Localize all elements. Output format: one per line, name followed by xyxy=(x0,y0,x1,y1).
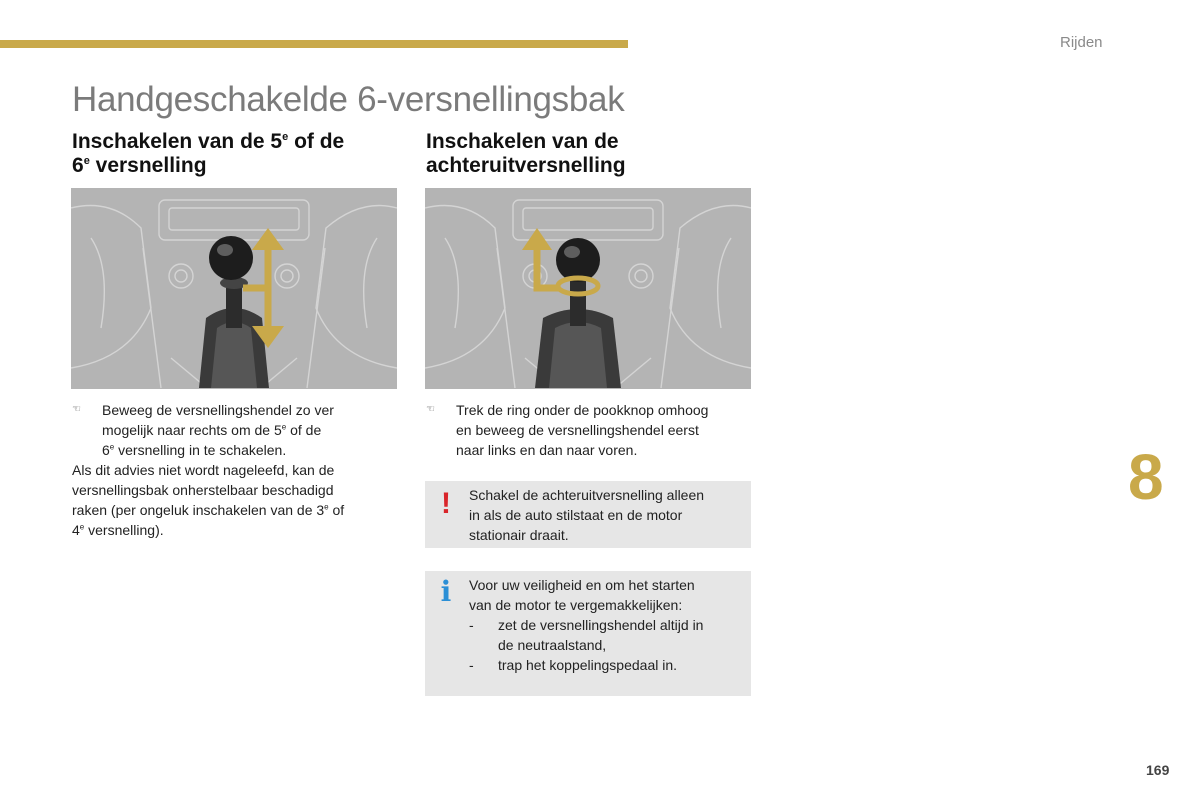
gear-shift-reverse-illustration xyxy=(425,188,751,389)
info-text: Voor uw veiligheid en om het starten van de motor te vergemakkelijken: - zet de versnellingshendel altijd in de neutraalstand, - trap het koppelingspedaal in. xyxy=(469,575,744,675)
pointing-hand-icon: ☜ xyxy=(72,404,81,415)
warning-text: Schakel de achteruitversnelling alleen in als de auto stilstaat en de motor stationair draait. xyxy=(469,487,705,543)
warning-exclamation-icon: ! xyxy=(441,487,451,520)
bullet-5th-6th: ☜ Beweeg de versnellingshendel zo ver mogelijk naar rechts om de 5e of de 6e versnelling in te schakelen. xyxy=(72,402,334,458)
info-box xyxy=(425,571,751,696)
pointing-hand-icon: ☜ xyxy=(426,404,435,415)
warning-box xyxy=(425,481,751,548)
chapter-number: 8 xyxy=(1128,441,1164,513)
info-list-item: - zet de versnellingshendel altijd in de neutraalstand, xyxy=(469,617,704,653)
damage-note: Als dit advies niet wordt nageleefd, kan de versnellingsbak onherstelbaar beschadigd raken (per ongeluk inschakelen van de 3e of 4e versnelling). xyxy=(72,462,345,538)
heading-5th-6th-gear: Inschakelen van de 5e of de 6e versnelling xyxy=(72,130,345,177)
info-icon: i xyxy=(440,575,452,608)
section-label: Rijden xyxy=(1060,34,1103,51)
page-number: 169 xyxy=(1146,762,1170,778)
header-gold-rule xyxy=(0,40,628,48)
heading-reverse-gear: Inschakelen van de achteruitversnelling xyxy=(426,130,626,177)
bullet-reverse: ☜ Trek de ring onder de pookknop omhoog en beweeg de versnellingshendel eerst naar links en dan naar voren. xyxy=(426,402,709,458)
left-instructions xyxy=(72,400,372,540)
gear-shift-5th-6th-illustration xyxy=(71,188,397,389)
right-instructions xyxy=(426,400,746,460)
info-list-item: - trap het koppelingspedaal in. xyxy=(469,657,678,673)
page-title: Handgeschakelde 6-versnellingsbak xyxy=(72,80,625,119)
